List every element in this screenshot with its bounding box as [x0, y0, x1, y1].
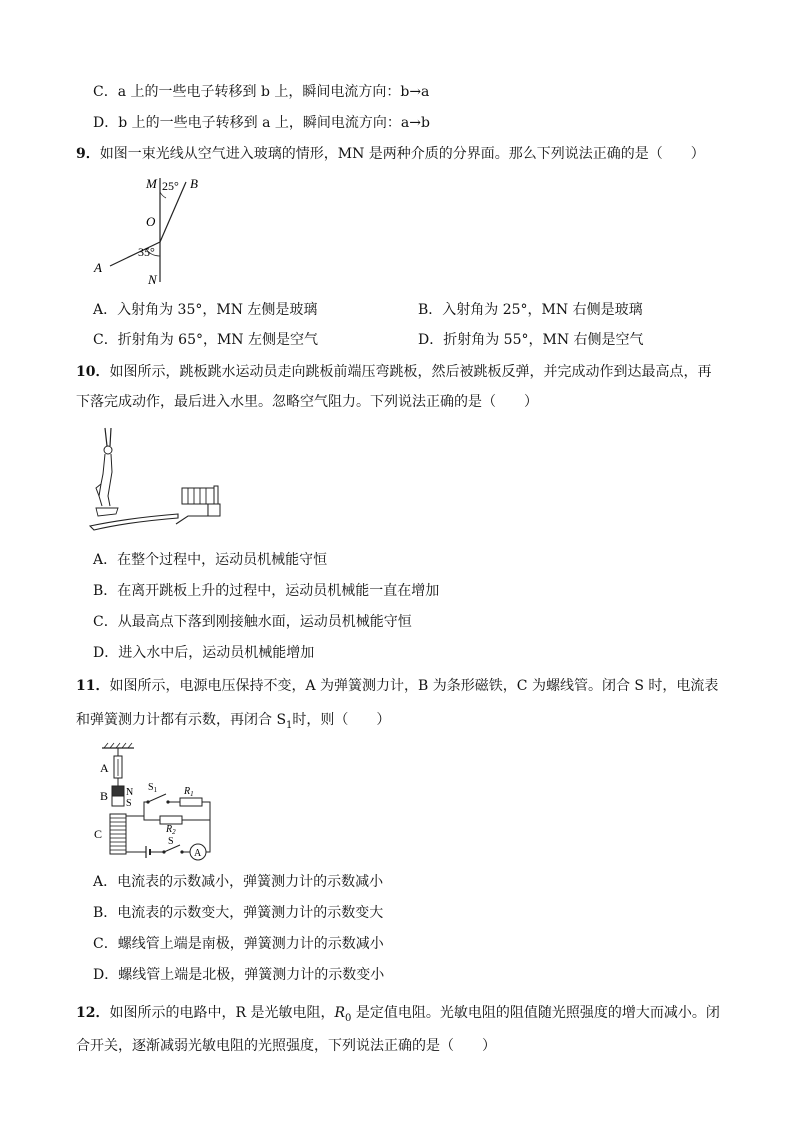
q11-number: 11．	[76, 678, 110, 694]
q9-fig-label-m: M	[146, 176, 157, 191]
q9-option-a: A．入射角为 35°，MN 左侧是玻璃	[93, 302, 318, 318]
q11-fig-label-b: B	[100, 789, 109, 803]
q8-option-c: C．a 上的一些电子转移到 b 上，瞬间电流方向：b→a	[93, 84, 430, 100]
q10-figure	[88, 424, 228, 538]
q10-number: 10．	[76, 364, 110, 380]
q12-stem-line2: 合开关，逐渐减弱光敏电阻的光照强度，下列说法正确的是（ ）	[76, 1038, 496, 1054]
q9-fig-label-n: N	[148, 272, 157, 287]
q12-stem-r0: R	[334, 1005, 346, 1021]
q10-stem-text1: 如图所示，跳板跳水运动员走向跳板前端压弯跳板，然后被跳板反弹，并完成动作到达最高点，再	[109, 364, 712, 380]
q10-stem-line2: 下落完成动作，最后进入水里。忽略空气阻力。下列说法正确的是（ ）	[76, 394, 538, 410]
q11-fig-label-n: N	[126, 787, 134, 798]
q9-option-c: C．折射角为 65°，MN 左侧是空气	[93, 332, 319, 348]
q12-stem-text1a: 如图所示的电路中，R 是光敏电阻，	[109, 1005, 335, 1021]
q11-fig-label-s: S	[126, 798, 132, 809]
q10-stem-line1	[76, 363, 711, 381]
q11-option-b: B．电流表的示数变大，弹簧测力计的示数变大	[93, 905, 384, 921]
q11-stem-sub: 1	[286, 719, 293, 731]
q11-stem-text2a: 和弹簧测力计都有示数，再闭合 S	[76, 712, 287, 728]
q9-stem	[76, 145, 705, 163]
q9-stem-text: 如图一束光线从空气进入玻璃的情形，MN 是两种介质的分界面。那么下列说法正确的是（ ）	[99, 146, 705, 162]
q8-option-d: D．b 上的一些电子转移到 a 上，瞬间电流方向：a→b	[93, 115, 430, 131]
q11-fig-label-r2: $R_2$	[166, 824, 176, 836]
q10-option-d: D．进入水中后，运动员机械能增加	[93, 645, 315, 661]
q11-stem-line1	[76, 677, 718, 695]
q10-option-c: C．从最高点下落到刚接触水面，运动员机械能守恒	[93, 614, 412, 630]
q11-fig-label-s1: $S_1$	[148, 782, 158, 794]
q11-option-a: A．电流表的示数减小，弹簧测力计的示数减小	[93, 874, 384, 890]
q12-stem-line1	[76, 1004, 720, 1028]
q9-option-b: B．入射角为 25°，MN 右侧是玻璃	[418, 302, 643, 318]
q12-stem-text1b: 是定值电阻。光敏电阻的阻值随光照强度的增大而减小。闭	[351, 1005, 720, 1021]
q9-option-d: D．折射角为 55°，MN 右侧是空气	[418, 332, 644, 348]
q12-number: 12．	[76, 1005, 110, 1021]
q10-option-b: B．在离开跳板上升的过程中，运动员机械能一直在增加	[93, 583, 440, 599]
q11-fig-label-r1: $R_1$	[184, 786, 194, 798]
q11-option-c: C．螺线管上端是南极，弹簧测力计的示数减小	[93, 936, 384, 952]
q11-fig-label-a: A	[100, 761, 109, 775]
q9-fig-angle-top: 25°	[162, 179, 179, 193]
q9-number: 9．	[76, 146, 100, 162]
q9-fig-label-a: A	[94, 260, 102, 275]
q9-figure	[88, 170, 218, 294]
q10-option-a: A．在整个过程中，运动员机械能守恒	[93, 552, 328, 568]
q11-fig-label-s: S	[168, 836, 174, 847]
q11-fig-label-c: C	[94, 827, 103, 841]
q9-fig-label-b: B	[190, 176, 198, 191]
q11-stem-line2	[76, 711, 390, 735]
q11-option-d: D．螺线管上端是北极，弹簧测力计的示数变小	[93, 967, 385, 983]
q11-stem-text1: 如图所示，电源电压保持不变，A 为弹簧测力计，B 为条形磁铁，C 为螺线管。闭合 S 时，电流表	[109, 678, 719, 694]
q11-stem-text2b: 时，则（ ）	[292, 712, 391, 728]
q11-figure	[88, 742, 223, 868]
q9-fig-angle-bottom: 35°	[138, 245, 155, 259]
q11-fig-ammeter: A	[194, 848, 202, 859]
q12-stem-sub: 0	[345, 1012, 352, 1024]
q9-fig-label-o: O	[146, 214, 156, 229]
